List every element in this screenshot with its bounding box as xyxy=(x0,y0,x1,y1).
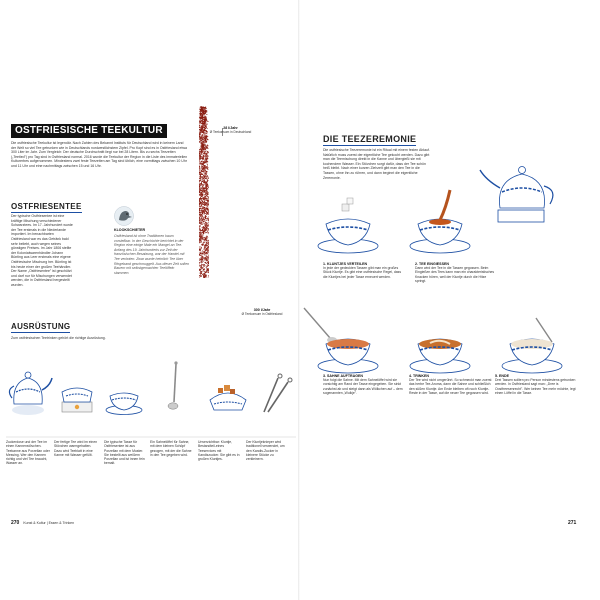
section-title-teekultur: OSTFRIESISCHE TEEKULTUR xyxy=(11,124,167,138)
tea-volume-column-ostfriesland xyxy=(200,106,296,301)
stat-top-label: Ø Teekonsum in Deutschland xyxy=(209,129,252,134)
equipment-intro: Zum ostfriesischen Teetrinken gehört die richtige Ausrüstung. xyxy=(11,336,106,340)
page-number-right: 271 xyxy=(568,520,577,526)
equipment-divider xyxy=(6,436,296,438)
step-4-title: TRINKEN xyxy=(413,374,429,378)
cup-1-icon xyxy=(318,198,378,253)
cup-5-icon xyxy=(502,318,562,373)
step-5-text: Drei Tassen sollten pro Person mindestens getrunken werden. In Ostfriesland sagt man: „Dree is Oostfreesenrecht". Wer keinen Tee mehr möchte, legt einen Löffel in die Tasse. xyxy=(495,378,576,395)
cup-2-icon xyxy=(410,190,470,253)
klookschieter-title: KLOOKSCHIETER xyxy=(114,228,146,232)
teapot-on-stoevchen-icon xyxy=(480,167,553,223)
intro-text: Die ostfriesische Teekultur ist legendär. Nach Zahlen des Bekannt Instituts für Deutschland wird in keinem Land der Welt so viel Tee getrunken wie in Deutschlands nordwestlichstem Zipfel. Pro Kopf sind es in Ostfriesland etwa 300 Liter im Jahr. Zum Vergleich: Der deutsche Durchschnitt liegt nur bei 28 Litern. Bis zu sechs Teezeiten („Teetied") pro Tag sind in Ostfriesland normal. 2016 wurde die Teekultur der Region in die Liste des immateriellen Kulturerbes aufgenommen. Mindestens zwei feste Teezeiten am Tag sind üblich, eine vormittags zwischen 10 Uhr und 11 Uhr und eine nachmittags zwischen 15 und 16 Uhr. xyxy=(11,141,188,168)
step-5-num: 5. xyxy=(495,374,498,378)
cream-ladle-icon xyxy=(168,361,178,409)
left-footer xyxy=(11,520,74,526)
step-1-title: KLUNTJES VERTEILEN xyxy=(327,262,368,266)
step-5 xyxy=(495,374,579,438)
equipment-caption-5: Unverzichtbar: Kluntje, Bestandteil-eines Teeservices mit Kandiszucker. Sie gibt es in großen Kluntjes. xyxy=(198,440,240,462)
step-1-text: In jede der gedeckten Tassen gibt man ein großes Stück Kluntje. Es gibt eine ostfriesische Regel, dass die Kluntjes bei jeder Tasse erneuert werden. xyxy=(323,266,402,279)
teapot-icon xyxy=(9,372,52,415)
stat-bottom xyxy=(241,309,283,317)
step-3-num: 3. xyxy=(323,374,326,378)
step-1-num: 1. xyxy=(323,262,326,266)
stat-top-value: 28 l/Jahr xyxy=(223,126,238,130)
cup-with-stoevchen-icon xyxy=(62,388,92,412)
equipment-illustrations xyxy=(6,350,296,432)
step-2-text: Dann wird der Tee in die Tassen gegossen. Beim Eingießen des Tees kann man ein charakteristisches Knacken hören, weil der Kluntje durch die Hitze springt. xyxy=(415,266,495,283)
step-3-text: Nun folgt die Sahne. Mit dem Sahnelöffel wird sie vorsichtig am Rand der Tasse eingegeben. Sie sinkt zunächst ab und steigt dann als Wölkchen auf – dem sogenannten „Wulkje". xyxy=(323,378,403,395)
page-number-left: 270 xyxy=(11,520,20,526)
step-2 xyxy=(415,262,495,298)
step-2-num: 2. xyxy=(415,262,418,266)
equipment-caption-3: Die typische Tasse für Ostfriesentee ist aus Porzellan mit dem Muster. Sie bestellt aus weißem Porzellan und ist innen fein bemalt. xyxy=(104,440,145,466)
step-4 xyxy=(409,374,493,468)
stat-bottom-value: 300 l/Jahr xyxy=(253,308,271,312)
ceremony-illustrations-top xyxy=(300,150,600,265)
step-1 xyxy=(323,262,403,292)
section-title-teezeremonie: DIE TEEZEREMONIE xyxy=(323,134,417,144)
ceremony-intro: Die ostfriesische Teezeremonie ist ein Ritual mit einem festen Ablauf. Natürlich muss zuerst der eigentliche Tee gekocht werden. Dazu gibt man die Teemischung direkt in die Kanne und übergießt sie mit kochendem Wasser. Ein Stövchen sorgt dafür, dass der Tee schön heiß bleibt. Nach einer kurzen Ziehzeit gibt man den Tee in die Tassen, ohne ihn zu rühren, und dann beginnt die eigentliche Zeremonie. xyxy=(323,148,430,180)
tea-text: Der typische Ostfriesentee ist eine kräftige Mischung verschiedener Schwarztees. Im 17. Jahrhundert wurde der Tee erstmals in die Niederlande importiert. Im benachbarten Ostfriesland war es das Getränk bald sehr beliebt, auch wegen seines günstigen Preises. Im Jahr 1806 stellte der Kolonialwarenhändler Johann Bünting aus Leer erstmals eine eigene Ostfriesische Mischung her. Bünting ist bis heute einer der großen Teehändler. Der Name „Ostfriesentee" ist geschützt und darf nur für Mischungen verwendet werden, die in Ostfriesland hergestellt wurden. xyxy=(11,214,73,287)
section-label: Kunst & Kultur | Essen & Trinken xyxy=(23,521,75,525)
right-page xyxy=(300,0,600,600)
subhead-ausruestung: AUSRÜSTUNG xyxy=(11,322,71,331)
equipment-caption-4: Ein Sahnelöffel für Sahne, mit dem kleinen Schöpf gezogen, mit der die Sahne in den Tee gegeben wird. xyxy=(150,440,192,457)
step-4-text: Der Tee wird nicht umgerührt. So schmeckt man zuerst das herbe Tee-Aroma, dann die Sahne und schließlich den süßen Kluntje. Am Ende bleiben oft noch Kluntje-Reste in der Tasse, auf die neuer Tee gegossen wird. xyxy=(409,378,492,395)
cup-4-icon xyxy=(410,339,470,373)
ceremony-illustrations-bottom xyxy=(300,298,600,378)
kluntje-bowl-icon xyxy=(210,385,246,410)
teacup-icon xyxy=(106,393,142,415)
equipment-caption-2: Der fertige Tee wird im einen Stövchen warmgehalten. Dazu wird Teeblatt in eine Kanne mit Wasser gefüllt. xyxy=(54,440,98,457)
step-3-title: SAHNE AUFTRAGEN xyxy=(327,374,364,378)
step-3 xyxy=(323,374,407,458)
equipment-caption-1: Zuckerdose und der Tee im einen Kannenstövchen. Teekanne aus Porzellan oder Messing. Wer den Kannen richtig und viel Tee braucht, Wasser an. xyxy=(6,440,50,466)
subhead-ostfriesentee: OSTFRIESENTEE xyxy=(11,202,82,211)
stat-bottom-label: Ø Teekonsum in Ostfriesland xyxy=(241,311,283,316)
bird-icon xyxy=(114,205,134,227)
equipment-caption-6: Der Kluntjeknieper wird traditionell verwendet, um den Kandis-Zucker in kleinere Stücke zu zerkleinern. xyxy=(246,440,285,462)
step-4-num: 4. xyxy=(409,374,412,378)
step-5-title: ENDE xyxy=(499,374,509,378)
sugar-tongs-icon xyxy=(264,374,292,412)
step-2-title: TEE EINGIESSEN xyxy=(419,262,449,266)
cup-3-icon xyxy=(304,308,378,373)
stat-top xyxy=(208,127,253,135)
klookschieter-text: Ostfriesland ist ohne Traditionen kaum vorstellbar. In der Geschichte berichtet in der Region eine einige Male ein Mangel an Tee. Anfang des 19. Jahrhunderts zur Zeit der französischen Besatzung, war der Handel mit Tee verboten. Zwar wurde heimlich Tee über Ringeband geschmuggelt. Aus dieser Zeit sollen Bauern mit selbstgemachten Teelöffeln stammen. xyxy=(114,234,189,275)
